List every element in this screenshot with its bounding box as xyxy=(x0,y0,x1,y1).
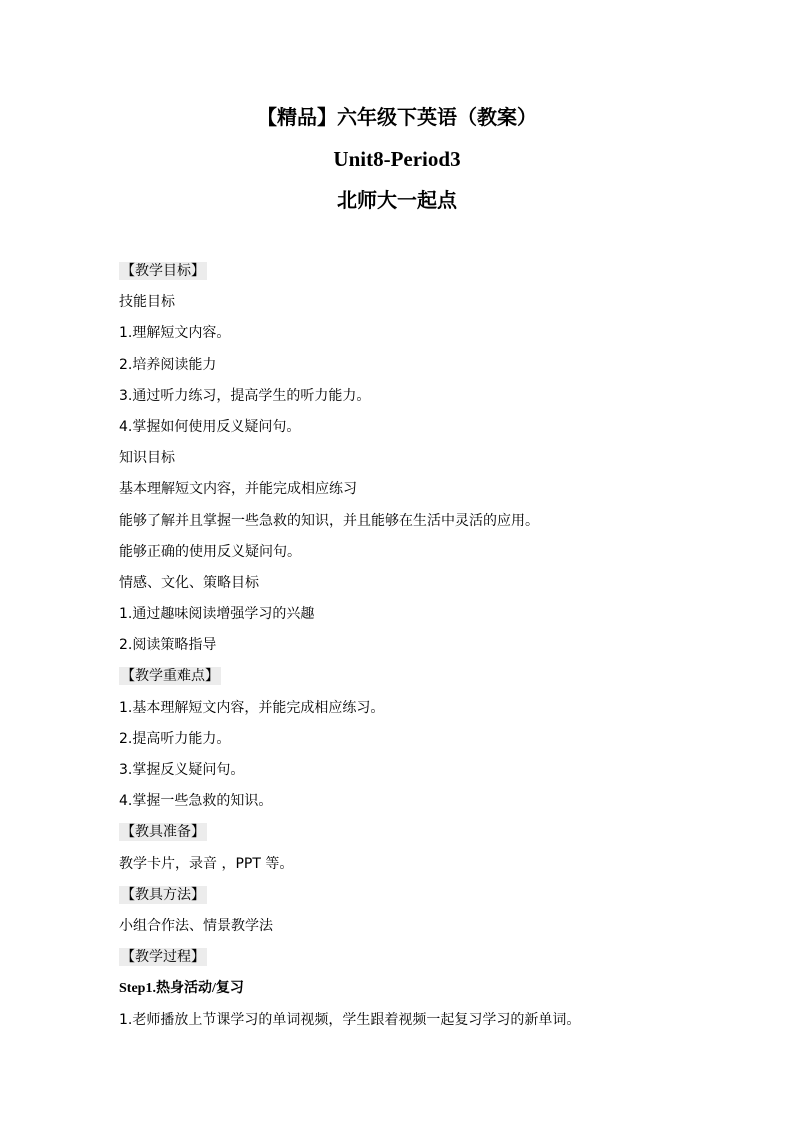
body-line: 技能目标 xyxy=(119,294,175,311)
body-line: 2.提高听力能力。 xyxy=(119,730,231,747)
section-heading xyxy=(119,661,719,692)
document-body xyxy=(119,256,719,1036)
body-line: 教学卡片，录音 ，PPT 等。 xyxy=(119,855,294,872)
section-heading-label: 【教学重难点】 xyxy=(121,668,219,685)
body-line: 3.掌握反义疑问句。 xyxy=(119,762,245,778)
section-heading xyxy=(119,880,719,911)
section-heading-label: 【教学目标】 xyxy=(121,263,205,279)
section-heading-label: 【教具准备】 xyxy=(121,824,205,841)
section-heading-label: 【教具方法】 xyxy=(121,886,205,903)
section-heading-label: 【教学过程】 xyxy=(121,949,205,966)
body-line: 4.掌握一些急救的知识。 xyxy=(119,793,273,810)
section-heading xyxy=(119,817,719,848)
body-line: 1.基本理解短文内容，并能完成相应练习。 xyxy=(119,699,385,716)
body-line: 1.理解短文内容。 xyxy=(119,325,231,342)
section-heading xyxy=(119,942,719,973)
body-line: 1.老师播放上节课学习的单词视频，学生跟着视频一起复习学习的新单词。 xyxy=(119,1011,581,1028)
body-line: 1.通过趣味阅读增强学习的兴趣 xyxy=(119,606,315,623)
body-line: 能够正确的使用反义疑问句。 xyxy=(119,543,301,560)
section-heading xyxy=(119,256,719,287)
document-subtitle-unit: Unit8-Period3 xyxy=(333,147,461,171)
body-line: 基本理解短文内容，并能完成相应练习 xyxy=(119,481,357,498)
body-line: 3.通过听力练习，提高学生的听力能力。 xyxy=(119,387,371,404)
document-title: 【精品】六年级下英语（教案） xyxy=(257,105,537,129)
body-line: 能够了解并且掌握一些急救的知识，并且能够在生活中灵活的应用。 xyxy=(119,512,539,529)
body-line: 2.培养阅读能力 xyxy=(119,356,217,373)
body-line: 小组合作法、情景教学法 xyxy=(119,917,273,934)
body-line: 知识目标 xyxy=(119,450,175,467)
document-subtitle-publisher: 北师大一起点 xyxy=(337,188,457,212)
body-line: 情感、文化、策略目标 xyxy=(119,574,259,591)
step-heading: Step1.热身活动/复习 xyxy=(119,981,244,997)
body-line: 4.掌握如何使用反义疑问句。 xyxy=(119,418,301,435)
body-line: 2.阅读策略指导 xyxy=(119,637,217,654)
